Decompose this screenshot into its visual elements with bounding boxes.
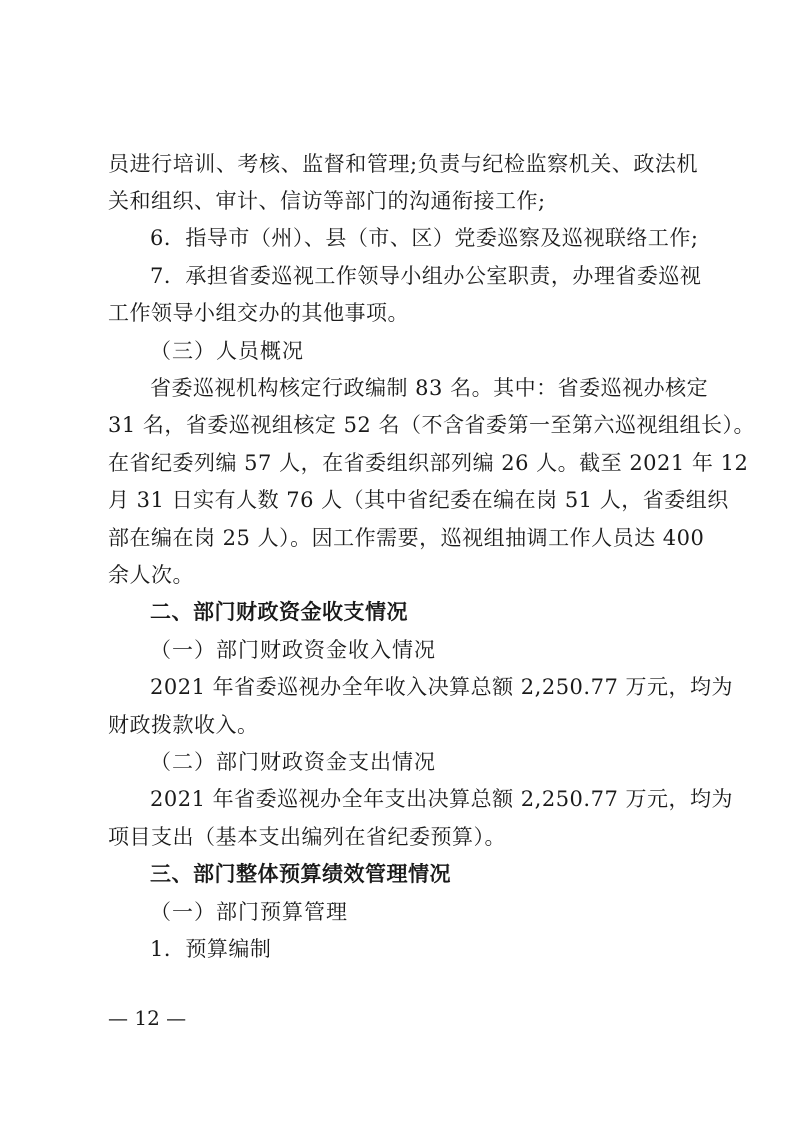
section-heading-performance: 三、部门整体预算绩效管理情况 <box>150 862 451 886</box>
subsection-heading-expenditure: （二）部门财政资金支出情况 <box>150 750 436 774</box>
list-item-7: 7．承担省委巡视工作领导小组办公室职责，办理省委巡视 <box>150 264 702 288</box>
list-item-6: 6．指导市（州）、县（市、区）党委巡察及巡视联络工作; <box>150 226 699 250</box>
body-text-line: 在省纪委列编 57 人，在省委组织部列编 26 人。截至 2021 年 12 <box>108 451 749 475</box>
body-text-line: 省委巡视机构核定行政编制 83 名。其中：省委巡视办核定 <box>150 376 709 400</box>
section-heading-finance: 二、部门财政资金收支情况 <box>150 600 408 624</box>
body-text-line: 2021 年省委巡视办全年支出决算总额 2,250.77 万元，均为 <box>150 787 733 811</box>
body-text-line: 部在编在岗 25 人）。因工作需要，巡视组抽调工作人员达 400 <box>108 526 705 550</box>
body-text-line: 月 31 日实有人数 76 人（其中省纪委在编在岗 51 人，省委组织 <box>108 488 729 512</box>
body-text-line: 31 名，省委巡视组核定 52 名（不含省委第一至第六巡视组组长）。 <box>108 413 755 437</box>
subsection-heading-staff: （三）人员概况 <box>150 339 304 363</box>
body-text-line: 项目支出（基本支出编列在省纪委预算）。 <box>108 825 506 849</box>
body-text-line: 2021 年省委巡视办全年收入决算总额 2,250.77 万元，均为 <box>150 675 733 699</box>
subsection-heading-income: （一）部门财政资金收入情况 <box>150 638 436 662</box>
page-number: — 12 — <box>108 1006 187 1030</box>
subsection-heading-budget: （一）部门预算管理 <box>150 900 348 924</box>
body-text-line: 财政拨款收入。 <box>108 713 259 737</box>
body-text-line: 余人次。 <box>108 563 194 587</box>
body-text-line: 员进行培训、考核、监督和管理;负责与纪检监察机关、政法机 <box>108 152 698 176</box>
body-text-line: 工作领导小组交办的其他事项。 <box>108 301 409 325</box>
body-text-line: 关和组织、审计、信访等部门的沟通衔接工作; <box>108 189 546 213</box>
list-item-1: 1．预算编制 <box>150 937 272 961</box>
